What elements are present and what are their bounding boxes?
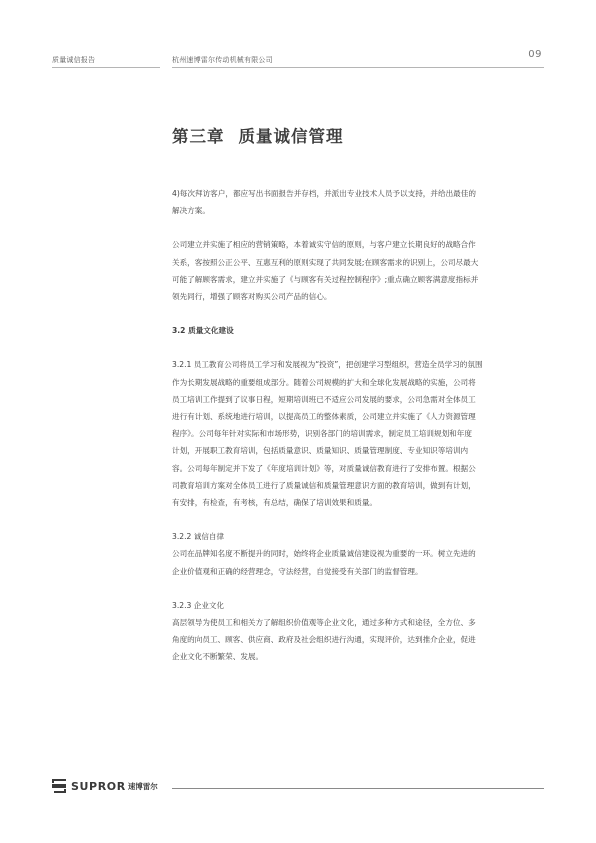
text-line: 有安排，有检查，有考核，有总结，确保了培训效果和质量。 [172,498,378,508]
text-line: 计划，开展职工教育培训，包括质量意识、质量知识、质量管理制度、专业知识等培训内 [172,446,469,456]
section-heading-3-2-2: 3.2.2 诚信自律 [172,532,225,542]
header-divider-left [52,67,160,68]
company-logo [52,779,158,793]
paragraph-visit-customers [172,185,546,219]
text-line: 容。公司每年制定并下发了《年度培训计划》等，对质量诚信教育进行了安排布置。根据公 [172,463,476,473]
main-content [172,185,546,683]
paragraph-employee-education [172,356,546,511]
supror-s-logo-icon [52,779,68,793]
page-header [0,0,596,70]
text-line: 领先同行，增强了顾客对购买公司产品的信心。 [172,292,332,302]
text-line: 企业价值观和正确的经营理念，守法经营，自觉接受有关部门的监督管理。 [172,566,423,576]
text-line: 公司建立并实施了相应的营销策略，本着诚实守信的原则，与客户建立长期良好的战略合作 [172,240,476,250]
text-line: 程序》。公司每年针对实际和市场形势，识别各部门的培训需求，制定员工培训规划和年度 [172,429,472,439]
page-number: 09 [528,49,542,60]
text-line: 高层领导为使员工和相关方了解组织价值观等企业文化，通过多种方式和途径，全方位、多 [172,618,476,628]
text-line: 进行有计划、系统地进行培训，以提高员工的整体素质，公司建立并实施了《人力资源管理 [172,412,476,422]
chapter-title [172,123,344,147]
logo-chinese-name: 速博雷尔 [127,781,158,791]
chapter-name: 质量诚信管理 [238,127,344,146]
text-line: 可能了解顾客需求，建立并实施了《与顾客有关过程控制程序》;重点确立顾客满意度指标并 [172,274,479,284]
text-line: 4)每次拜访客户，都应写出书面报告并存档，并派出专业技术人员予以支持，并给出最佳的 [172,189,476,198]
report-label: 质量诚信报告 [52,56,96,64]
text-line: 关系，客按照公正公平、互惠互利的原则实现了共同发展;在顾客需求的识别上，公司尽最大 [172,257,479,267]
page-footer [0,770,596,810]
text-line: 公司在品牌知名度不断提升的同时，始终将企业质量诚信建设视为重要的一环。树立先进的 [172,549,476,559]
paragraph-integrity [172,528,546,580]
paragraph-marketing-strategy [172,236,546,305]
header-divider-right [172,67,544,68]
text-line: 员工培训工作提到了议事日程，短期培训班已不适应公司发展的要求，公司急需对全体员工 [172,394,476,404]
section-heading-3-2: 3.2 质量文化建设 [172,326,234,336]
paragraph-corporate-culture [172,597,546,666]
text-line: 3.2.1 员工教育公司将员工学习和发展视为“投资”，把创建学习型组织，营造全员学习的氛围 [172,360,483,370]
text-line: 企业文化不断繁荣、发展。 [172,652,264,662]
section-heading-3-2-3: 3.2.3 企业文化 [172,600,225,610]
logo-wordmark: SUPROR [71,779,126,793]
text-line: 解决方案。 [172,206,210,216]
company-name: 杭州速博雷尔传动机械有限公司 [172,56,273,64]
chapter-number: 第三章 [172,127,225,146]
text-line: 角度的向员工、顾客、供应商、政府及社会组织进行沟通，实现评价，达到推介企业，促进 [172,635,476,645]
footer-divider [172,788,544,789]
text-line: 司教育培训方案对全体员工进行了质量诚信和质量管理意识方面的教育培训，做到有计划， [172,480,476,490]
text-line: 作为长期发展战略的重要组成部分。随着公司规模的扩大和全球化发展战略的实施，公司将 [172,377,476,387]
